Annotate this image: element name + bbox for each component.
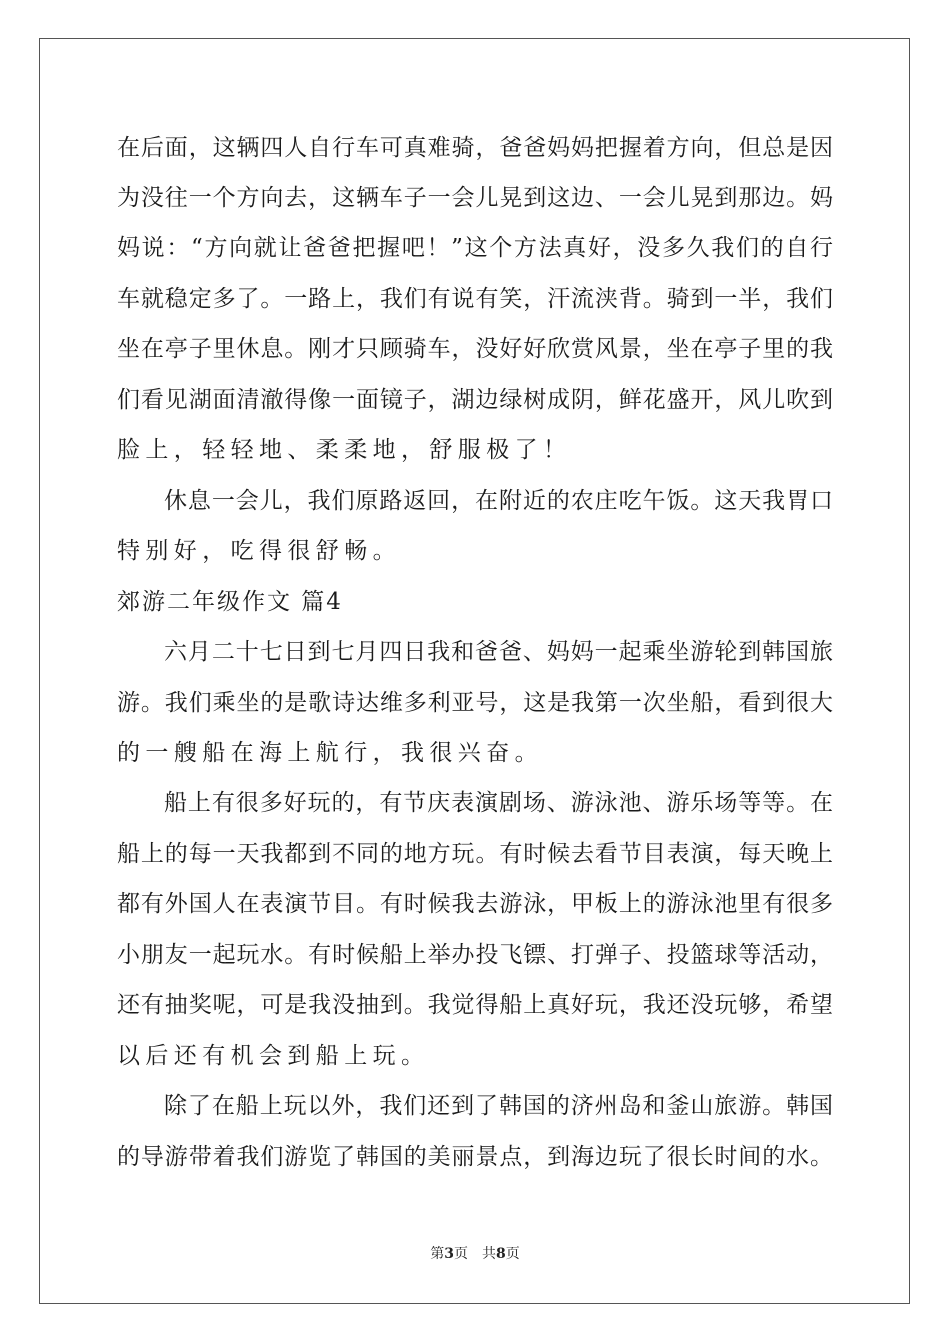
text-line: 脸上，轻轻地、柔柔地，舒服极了！ xyxy=(117,437,572,463)
text-line: 车就稳定多了。一路上，我们有说有笑，汗流浃背。骑到一半，我们 xyxy=(117,286,833,312)
text-line: 为没往一个方向去，这辆车子一会儿晃到这边、一会儿晃到那边。妈 xyxy=(117,185,833,211)
section-heading: 郊游二年级作文 篇4 xyxy=(117,589,343,615)
text-line: 船上的每一天我都到不同的地方玩。有时候去看节目表演，每天晚上 xyxy=(117,841,833,867)
text-line: 小朋友一起玩水。有时候船上举办投飞镖、打弹子、投篮球等活动， xyxy=(117,942,833,968)
total-pages: 8 xyxy=(496,1246,506,1262)
text-line: 特别好，吃得很舒畅。 xyxy=(117,538,401,564)
text-line: 游。我们乘坐的是歌诗达维多利亚号，这是我第一次坐船，看到很大 xyxy=(117,690,833,716)
text-line: 妈说：“方向就让爸爸把握吧！”这个方法真好，没多久我们的自行 xyxy=(117,235,833,261)
total-suffix: 页 xyxy=(505,1246,520,1262)
page-suffix: 页 xyxy=(454,1246,468,1262)
text-line: 都有外国人在表演节目。有时候我去游泳，甲板上的游泳池里有很多 xyxy=(117,891,833,917)
page-number: 3 xyxy=(444,1246,454,1262)
page-prefix: 第 xyxy=(430,1246,445,1262)
text-line: 以后还有机会到船上玩。 xyxy=(117,1043,430,1069)
text-line: 船上有很多好玩的，有节庆表演剧场、游泳池、游乐场等等。在 xyxy=(164,790,833,816)
text-line: 还有抽奖呢，可是我没抽到。我觉得船上真好玩，我还没玩够，希望 xyxy=(117,992,833,1018)
text-line: 除了在船上玩以外，我们还到了韩国的济州岛和釜山旅游。韩国 xyxy=(164,1093,833,1119)
text-line: 在后面，这辆四人自行车可真难骑，爸爸妈妈把握着方向，但总是因 xyxy=(117,135,833,161)
page-footer xyxy=(0,1244,950,1264)
total-prefix: 共 xyxy=(482,1246,496,1262)
text-line: 的导游带着我们游览了韩国的美丽景点，到海边玩了很长时间的水。 xyxy=(117,1144,833,1170)
text-line: 六月二十七日到七月四日我和爸爸、妈妈一起乘坐游轮到韩国旅 xyxy=(164,639,833,665)
text-line: 的一艘船在海上航行，我很兴奋。 xyxy=(117,740,543,766)
text-line: 坐在亭子里休息。刚才只顾骑车，没好好欣赏风景，坐在亭子里的我 xyxy=(117,336,833,362)
text-line: 们看见湖面清澈得像一面镜子，湖边绿树成阴，鲜花盛开，风儿吹到 xyxy=(117,387,833,413)
text-line: 休息一会儿，我们原路返回，在附近的农庄吃午饭。这天我胃口 xyxy=(164,488,833,514)
